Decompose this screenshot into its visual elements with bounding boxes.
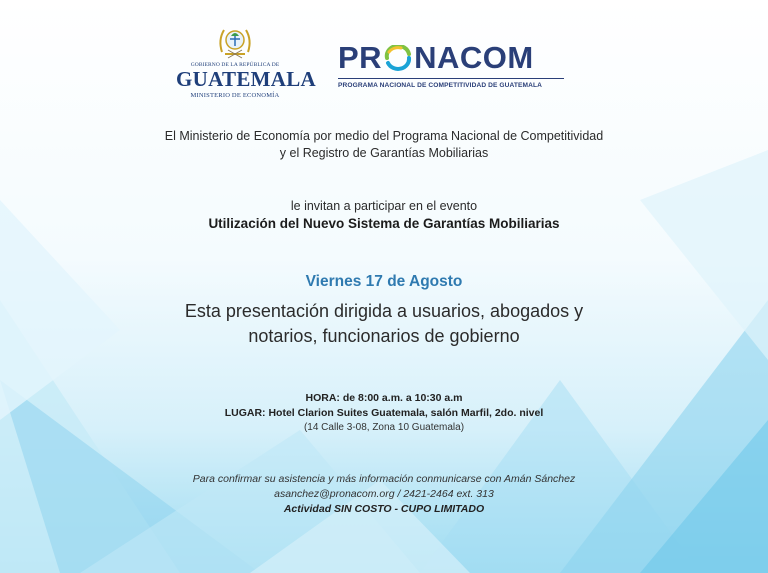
- ministry-label: MINISTERIO DE ECONOMÍA: [190, 92, 280, 99]
- guatemala-wordmark: GUATEMALA: [176, 67, 316, 91]
- guatemala-logo: [176, 22, 316, 102]
- pronacom-wordmark: [338, 40, 534, 76]
- event-place: LUGAR: Hotel Clarion Suites Guatemala, salón Marfil, 2do. nivel: [224, 407, 544, 419]
- pronacom-wordmark-right: NACOM: [414, 40, 534, 75]
- event-title: Utilización del Nuevo Sistema de Garantías Mobiliarias: [208, 216, 560, 231]
- cost-notice: Actividad SIN COSTO - CUPO LIMITADO: [283, 503, 485, 515]
- pronacom-logo: [338, 40, 564, 100]
- event-time: HORA: de 8:00 a.m. a 10:30 a.m: [305, 392, 463, 404]
- contact-info: asanchez@pronacom.org / 2421-2464 ext. 313: [274, 488, 494, 500]
- pronacom-tagline: PROGRAMA NACIONAL DE COMPETITIVIDAD DE GUATEMALA: [338, 82, 542, 89]
- intro-line-2: y el Registro de Garantías Mobiliarias: [279, 146, 489, 160]
- presentation-line-2: notarios, funcionarios de gobierno: [248, 326, 520, 346]
- pronacom-wordmark-left: PR: [338, 40, 383, 75]
- coat-of-arms-icon: [216, 22, 254, 62]
- confirmation-line-1: Para confirmar su asistencia y más información conmunicarse con Amán Sánchez: [192, 473, 576, 485]
- pronacom-divider: [338, 78, 564, 79]
- guatemala-government-label: GOBIERNO DE LA REPÚBLICA DE: [190, 62, 280, 68]
- invitation-lead: le invitan a participar en el evento: [290, 199, 478, 213]
- event-address: (14 Calle 3-08, Zona 10 Guatemala): [303, 422, 465, 433]
- event-date: Viernes 17 de Agosto: [305, 273, 463, 290]
- presentation-line-1: Esta presentación dirigida a usuarios, abogados y: [184, 301, 584, 321]
- intro-line-1: El Ministerio de Economía por medio del Programa Nacional de Competitividad: [164, 129, 604, 143]
- pronacom-swirl-icon: [383, 45, 413, 71]
